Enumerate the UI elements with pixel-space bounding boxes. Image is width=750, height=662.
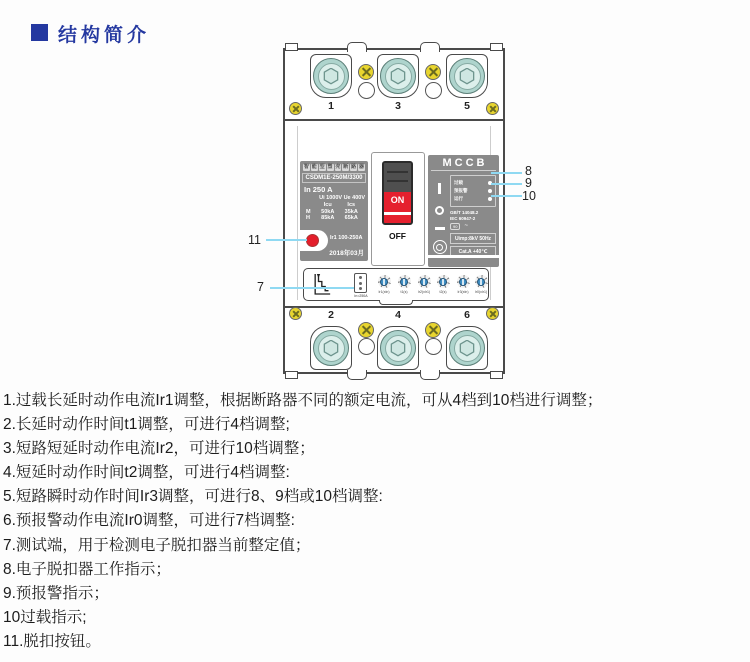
cover-screw-icon [289,307,302,320]
dial-label: t1(s) [400,289,408,294]
case-tab [420,42,440,52]
terminal-number: 2 [328,309,334,321]
note-line: 4.短延时动作时间t2调整，可进行4档调整: [3,464,290,482]
terminal-screw-icon [449,58,485,94]
dial-t2 [437,275,450,288]
adjustment-panel [303,268,489,301]
note-line: 5.短路瞬时动作时间Ir3调整，可进行8、9档或10档调整: [3,488,383,506]
led-dot [488,197,493,202]
mccb-logo: MCCB [442,157,488,169]
dial-ir1 [378,275,391,288]
terminal-number: 5 [464,100,470,112]
terminal-number: 3 [395,100,401,112]
section-title: 结构简介 [58,25,151,46]
terminal-pocket-4 [377,326,419,370]
terminal-pocket-1 [310,54,352,98]
ir1-range: Ir1 100-250A [330,235,363,241]
case-tab [490,43,503,51]
note-line: 6.预报警动作电流Ir0调整，可进行7档调整: [3,512,295,530]
callout-line-8 [491,172,522,174]
callout-line-7 [270,287,354,289]
case-tab [285,43,298,51]
led-row-run: 运行 [454,196,492,202]
case-seam-line [285,306,503,308]
callout-label-7: 7 [257,280,264,294]
toggle-switch [382,161,413,225]
production-date: 2018年03月 [329,250,364,257]
terminal-screw-icon [449,330,485,366]
case-tab [490,371,503,379]
uimp-rating: Uimp:8kV 50Hz [450,233,496,244]
switch-recess [371,152,425,266]
callout-line-10 [491,195,522,197]
case-tab [420,370,440,380]
case-seam-line [285,119,503,121]
rated-voltages: Ui 1000V Ue 400V [319,195,365,201]
toggle-handle-grip [384,163,411,192]
callout-label-9: 9 [525,176,532,190]
phillips-screw-icon [425,322,441,338]
test-port-label: In=250A [354,294,368,298]
rated-current: In 250 A [304,185,333,194]
nameplate [300,161,368,261]
case-tab [347,42,367,52]
led-indicator-box [450,175,496,207]
phillips-screw-icon [358,64,374,80]
product-name-strip: 智 能 型 塑 壳 断 路 器 [303,164,365,170]
ics-header: Ics [347,202,356,208]
trip-curve-icon [311,272,331,296]
terminal-pocket-6 [446,326,488,370]
dial-t1 [398,275,411,288]
dial-label: Ir1(xIn) [378,289,390,294]
note-line: 8.电子脱扣器工作指示； [3,560,171,578]
cover-screw-icon [486,102,499,115]
adjustment-panel-tab [379,300,413,305]
pole-hole [358,82,375,99]
callout-label-8: 8 [525,164,532,178]
callout-line-9 [491,183,522,185]
note-line: 2.长延时动作时间t1调整，可进行4档调整; [3,416,290,434]
phillips-screw-icon [358,322,374,338]
notes-list [3,389,747,654]
dial-label: Ir0(xIr1) [474,289,488,294]
cover-screw-icon [289,102,302,115]
breaking-capacity-table: Icu Ics M 50kA 35kA H 85kA 65kA [300,201,368,222]
trip-button-notch [300,230,328,251]
dial-ir2 [418,275,431,288]
indicator-panel [428,155,499,267]
terminal-number: 1 [328,100,334,112]
dial-label: t2(s) [439,289,447,294]
off-position-icon [435,206,444,215]
terminal-screw-icon [313,330,349,366]
dial-label: Ir2(xIr1) [417,289,431,294]
terminal-number: 4 [395,309,401,321]
phillips-screw-icon [425,64,441,80]
on-position-icon [438,183,441,194]
terminal-screw-icon [380,330,416,366]
utilisation-category: Cat.A +40℃ [450,246,496,257]
dial-ir0 [475,275,488,288]
led-row-overload: 过载 [454,180,492,186]
ccc-mark-icon [433,240,447,254]
callout-label-11: 11 [248,233,261,247]
case-moulding-line [297,126,298,300]
terminal-screw-icon [313,58,349,94]
pole-hole [358,338,375,355]
off-label: OFF [389,231,406,241]
note-line: 3.短路短延时动作电流Ir2，可进行10档调整； [3,440,315,458]
on-label: ON [390,195,405,205]
pole-hole [425,338,442,355]
terminal-pocket-5 [446,54,488,98]
note-line: 9.预报警指示； [3,584,109,602]
icu-header: Icu [323,202,332,208]
pole-hole [425,82,442,99]
standards-text: GB/T 14048.2 IEC 60947-2 [450,210,479,221]
case-tab [285,371,298,379]
handle-stripe [384,212,411,215]
terminal-pocket-2 [310,326,352,370]
callout-label-10: 10 [522,189,536,203]
note-line: 7.测试端，用于检测电子脱扣器当前整定值； [3,536,311,554]
model-number: CSDM1E-250M/3300 [302,173,366,183]
callout-line-11 [266,239,307,241]
trip-position-icon [435,227,445,230]
note-line: 11.脱扣按钮。 [3,632,101,650]
cert-icons: 90 ~ [450,223,496,230]
trip-button [306,234,319,247]
led-row-prealarm: 预报警 [454,188,492,194]
note-line: 10过载指示; [3,608,87,626]
terminal-screw-icon [380,58,416,94]
toggle-handle-red [384,192,411,223]
panel-gap-line [428,255,499,258]
note-line: 1.过载长延时动作电流Ir1调整，根据断路器不同的额定电流，可从4档到10档进行调整； [3,392,603,409]
wave-icon: ~ [464,223,468,229]
header-bullet-square [31,24,48,41]
dial-label: Ir3(xIn) [457,289,469,294]
led-dot [488,189,493,194]
mccb-device-diagram [283,42,505,380]
test-port [354,273,367,293]
terminal-pocket-3 [377,54,419,98]
case-tab [347,370,367,380]
terminal-number: 6 [464,309,470,321]
dial-ir3 [457,275,470,288]
